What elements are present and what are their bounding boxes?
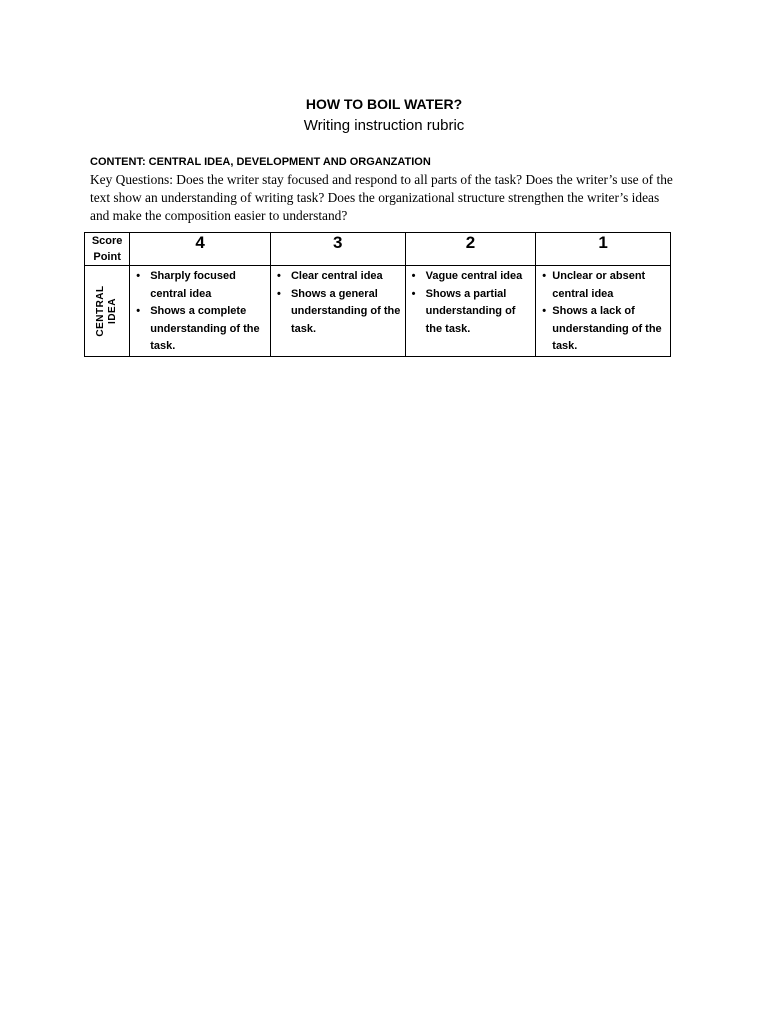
document-subtitle: Writing instruction rubric (303, 117, 465, 134)
row-label-line2: IDEA (107, 297, 119, 324)
criterion-item: • Clear central idea (277, 268, 401, 286)
rubric-header-row (85, 233, 671, 266)
criterion-item: • Vague central idea (412, 268, 532, 286)
score-4-header: 4 (130, 233, 271, 266)
section-heading: CONTENT: CENTRAL IDEA, DEVELOPMENT AND ORGANZATION (90, 156, 431, 168)
score-3-header: 3 (270, 233, 405, 266)
criterion-item: • Sharply focused central idea (136, 268, 266, 303)
central-idea-row-label-cell (85, 266, 130, 357)
score-point-header (85, 233, 130, 266)
criterion-item: • Shows a lack of understanding of the task. (542, 303, 666, 356)
row-label-line1: CENTRAL (95, 285, 107, 337)
document-title: HOW TO BOIL WATER? (305, 96, 463, 112)
criteria-cell-score-1 (536, 266, 671, 357)
score-1-header: 1 (536, 233, 671, 266)
criterion-item: • Unclear or absent central idea (542, 268, 666, 303)
criterion-item: • Shows a complete understanding of the task. (136, 303, 266, 356)
key-questions-paragraph: Key Questions: Does the writer stay focused and respond to all parts of the task? Does the writer’s use of the text show an understanding of writing task? Does the organizational structure strengthen the writer’s ideas and make the composition easier to understand? (90, 172, 673, 223)
criterion-item: • Shows a partial understanding of the task. (412, 286, 532, 339)
rubric-table (84, 232, 671, 357)
central-idea-row-label (95, 285, 119, 336)
criteria-cell-score-4 (130, 266, 271, 357)
criterion-item: • Shows a general understanding of the task. (277, 286, 401, 339)
score-point-label-line1: Score (91, 235, 123, 247)
criteria-cell-score-3 (270, 266, 405, 357)
central-idea-row (85, 266, 671, 357)
score-point-label-line2: Point (93, 251, 121, 263)
score-2-header: 2 (405, 233, 536, 266)
criteria-cell-score-2 (405, 266, 536, 357)
